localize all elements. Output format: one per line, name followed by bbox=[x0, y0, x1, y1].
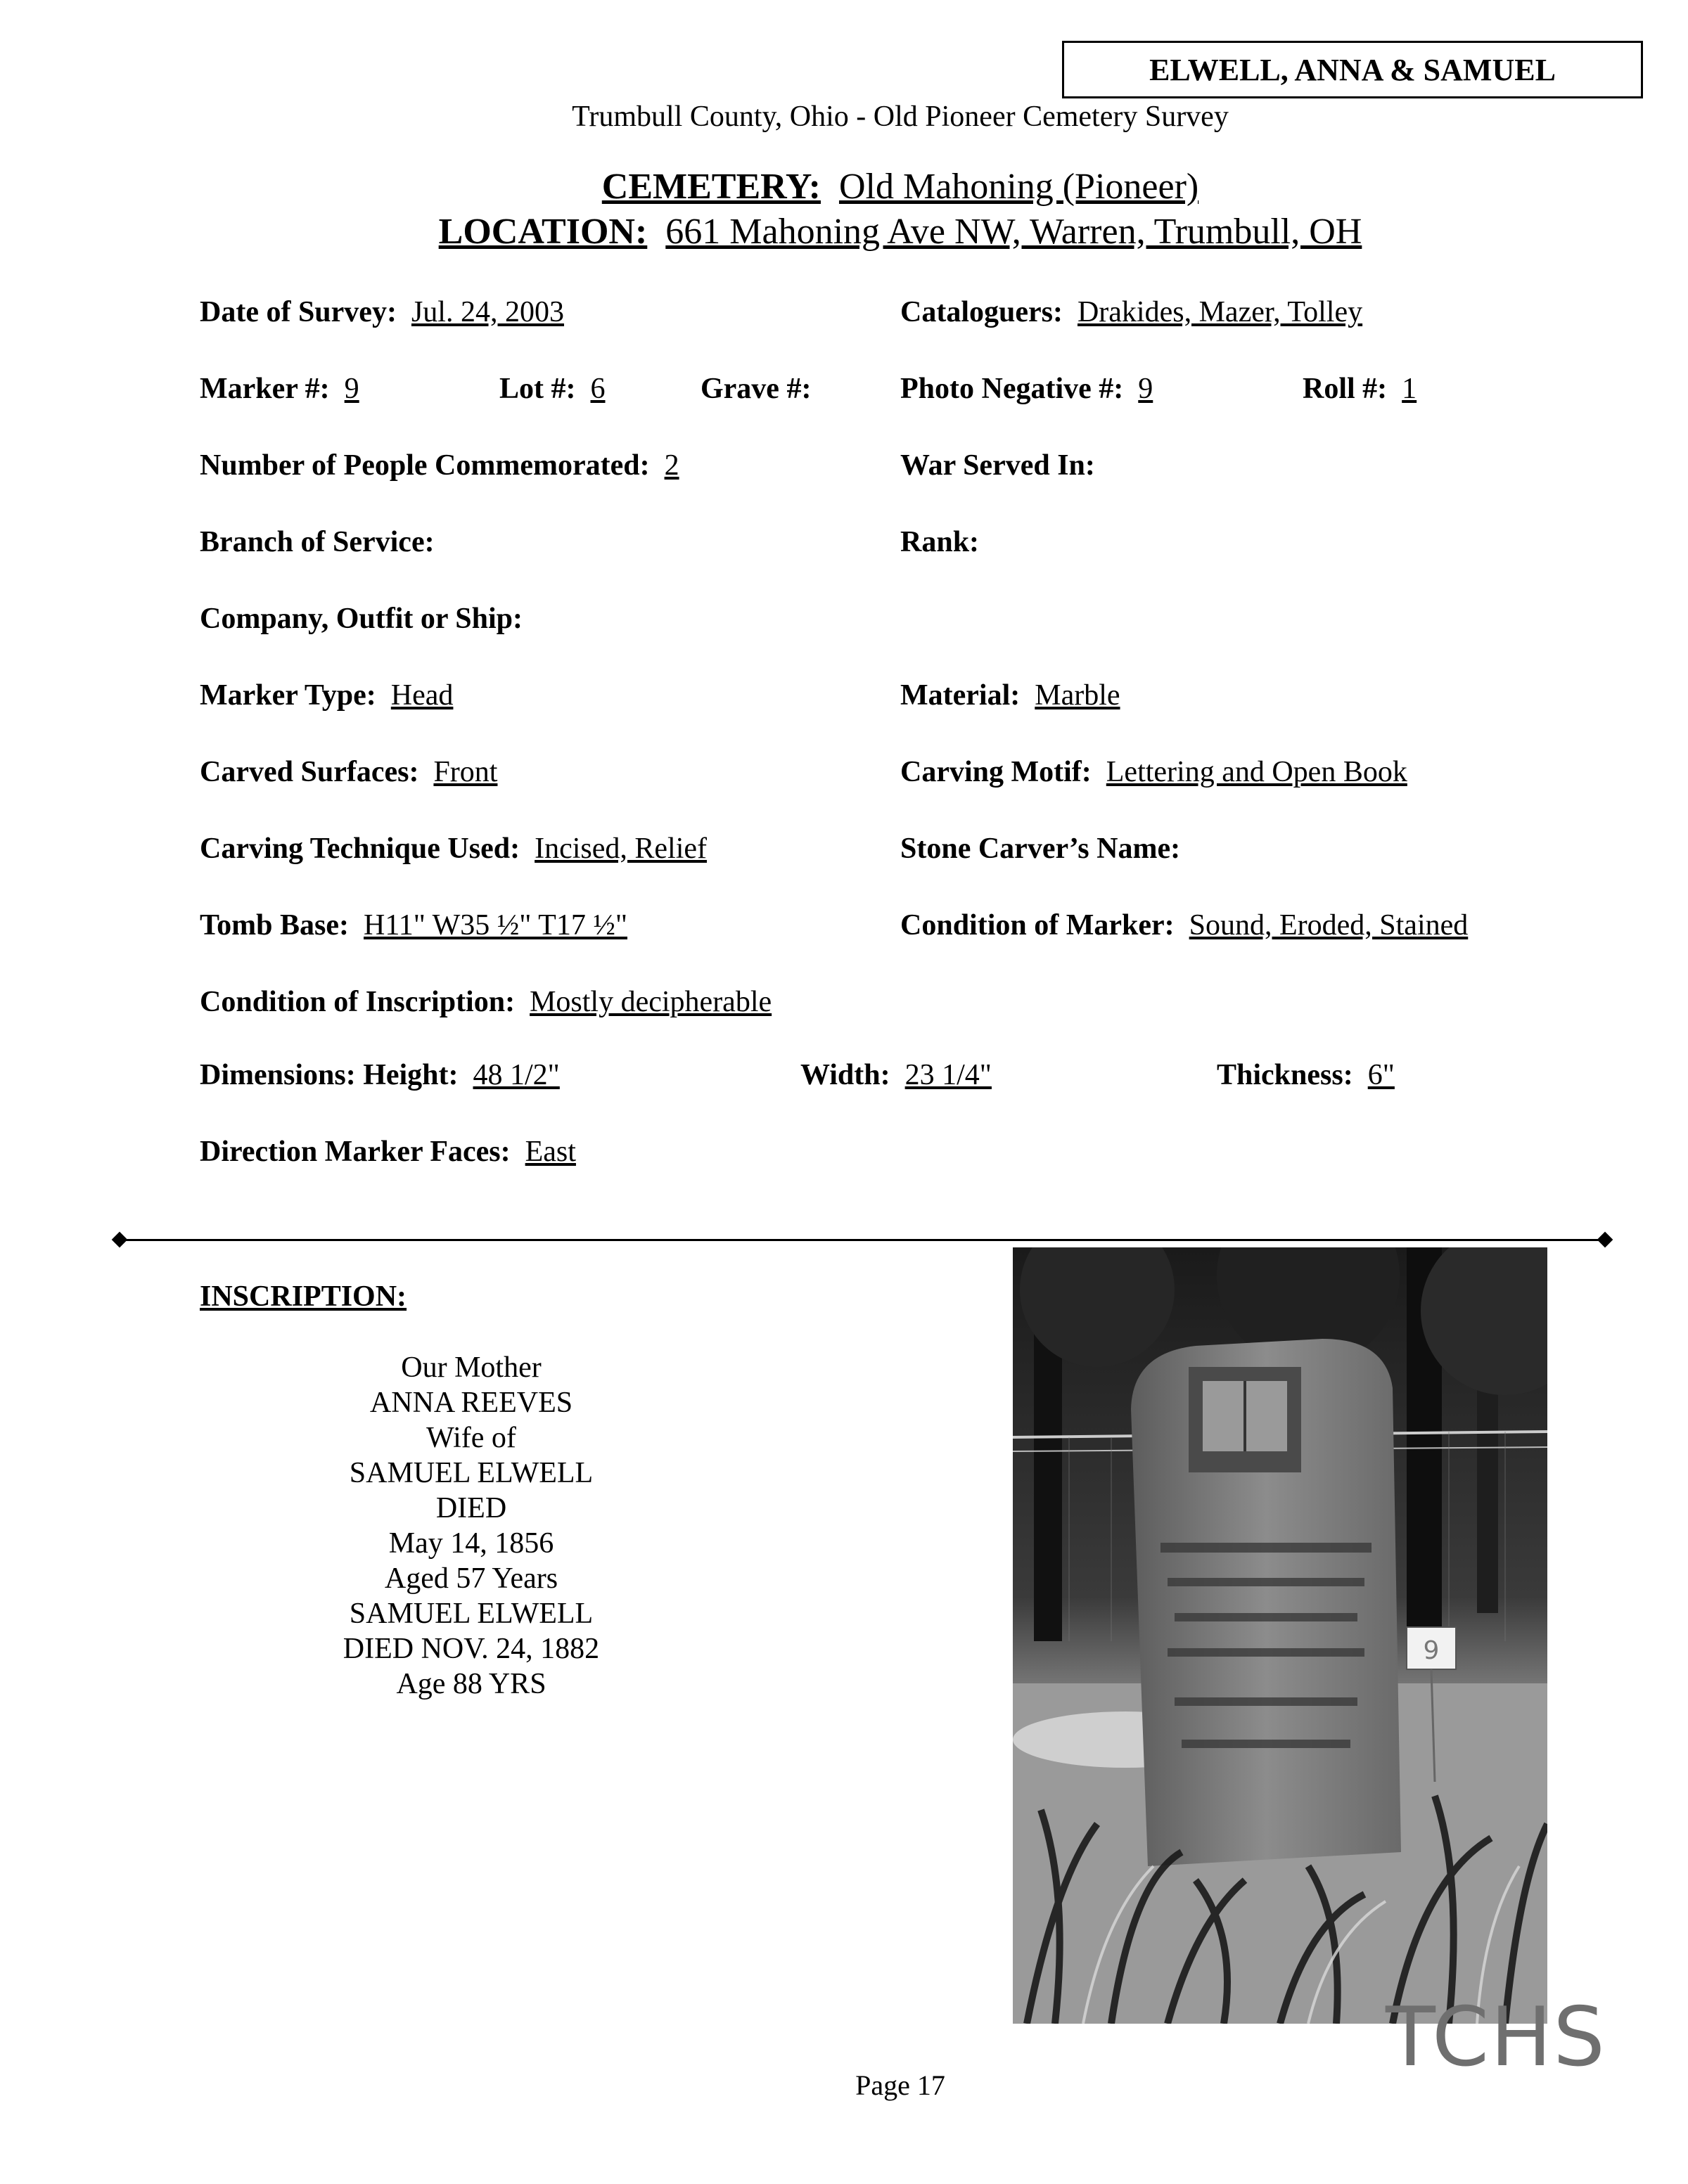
watermark: TCHS bbox=[1386, 1990, 1606, 2085]
direction-value: East bbox=[525, 1136, 576, 1168]
people-commemorated-value: 2 bbox=[664, 449, 679, 482]
cemetery-heading bbox=[0, 166, 1688, 207]
direction-marker-faces: Direction Marker Faces: East bbox=[200, 1136, 576, 1168]
carved-surfaces-value: Front bbox=[433, 756, 498, 788]
cataloguers-value: Drakides, Mazer, Tolley bbox=[1077, 296, 1363, 328]
dimensions-width: Width: 23 1/4" bbox=[800, 1059, 992, 1091]
name-box bbox=[1062, 41, 1643, 98]
dimensions-thickness: Thickness: 6" bbox=[1217, 1059, 1395, 1091]
inscription-line: Age 88 YRS bbox=[396, 1668, 546, 1700]
location-value: 661 Mahoning Ave NW, Warren, Trumbull, OH bbox=[665, 212, 1362, 252]
date-of-survey: Date of Survey: Jul. 24, 2003 bbox=[200, 296, 564, 328]
gravestone-photo bbox=[1013, 1247, 1547, 2024]
lot-number-value: 6 bbox=[590, 373, 606, 405]
inscription-line: Our Mother bbox=[401, 1351, 542, 1384]
inscription-line: ANNA REEVES bbox=[369, 1387, 573, 1419]
carving-technique-value: Incised, Relief bbox=[535, 833, 707, 865]
condition-of-inscription-value: Mostly decipherable bbox=[530, 986, 772, 1018]
tomb-base-value: H11" W35 ½" T17 ½" bbox=[364, 909, 627, 942]
branch-of-service: Branch of Service: bbox=[200, 526, 435, 558]
divider-diamond-right bbox=[1597, 1232, 1613, 1248]
roll-number: Roll #: 1 bbox=[1303, 373, 1417, 405]
record-name: ELWELL, ANNA & SAMUEL bbox=[1149, 52, 1556, 87]
cemetery-value: Old Mahoning (Pioneer) bbox=[838, 167, 1199, 207]
marker-type-value: Head bbox=[390, 679, 454, 712]
inscription-line: SAMUEL ELWELL bbox=[349, 1598, 594, 1630]
location-heading bbox=[0, 211, 1688, 252]
carving-motif: Carving Motif: Lettering and Open Book bbox=[900, 756, 1407, 788]
tomb-base: Tomb Base: H11" W35 ½" T17 ½" bbox=[200, 909, 627, 942]
survey-title: Trumbull County, Ohio - Old Pioneer Cemetery Survey bbox=[572, 101, 1229, 133]
inscription-line: SAMUEL ELWELL bbox=[349, 1457, 594, 1489]
page-number: Page 17 bbox=[855, 2069, 945, 2101]
stone-carver: Stone Carver’s Name: bbox=[900, 833, 1181, 865]
condition-of-inscription: Condition of Inscription: Mostly decipherable bbox=[200, 986, 772, 1018]
inscription-text bbox=[260, 1350, 682, 1702]
marker-number: Marker #: 9 bbox=[200, 373, 359, 405]
location-label: LOCATION: bbox=[438, 212, 648, 252]
material-value: Marble bbox=[1035, 679, 1120, 712]
dimensions-thickness-value: 6" bbox=[1367, 1059, 1395, 1091]
carving-motif-value: Lettering and Open Book bbox=[1106, 756, 1407, 788]
inscription-line: DIED bbox=[435, 1492, 507, 1524]
marker-tag-number: 9 bbox=[1423, 1636, 1440, 1665]
carving-technique: Carving Technique Used: Incised, Relief bbox=[200, 833, 707, 865]
war-served-in: War Served In: bbox=[900, 449, 1095, 482]
inscription-line: Aged 57 Years bbox=[384, 1562, 558, 1595]
condition-of-marker-value: Sound, Eroded, Stained bbox=[1189, 909, 1469, 942]
photo-negative-value: 9 bbox=[1138, 373, 1153, 405]
section-divider bbox=[120, 1239, 1605, 1241]
lot-number: Lot #: 6 bbox=[499, 373, 606, 405]
photo-negative: Photo Negative #: 9 bbox=[900, 373, 1153, 405]
dimensions-height: Dimensions: Height: 48 1/2" bbox=[200, 1059, 560, 1091]
condition-of-marker: Condition of Marker: Sound, Eroded, Stained bbox=[900, 909, 1469, 942]
inscription-title: INSCRIPTION: bbox=[200, 1280, 407, 1313]
carved-surfaces: Carved Surfaces: Front bbox=[200, 756, 498, 788]
date-of-survey-value: Jul. 24, 2003 bbox=[411, 296, 564, 328]
cataloguers: Cataloguers: Drakides, Mazer, Tolley bbox=[900, 296, 1363, 328]
dimensions-width-value: 23 1/4" bbox=[904, 1059, 992, 1091]
roll-number-value: 1 bbox=[1402, 373, 1417, 405]
marker-type: Marker Type: Head bbox=[200, 679, 454, 712]
dimensions-height-value: 48 1/2" bbox=[473, 1059, 560, 1091]
company-outfit-ship: Company, Outfit or Ship: bbox=[200, 603, 523, 635]
inscription-line: Wife of bbox=[426, 1422, 516, 1454]
rank: Rank: bbox=[900, 526, 980, 558]
divider-diamond-left bbox=[112, 1232, 128, 1248]
grave-number: Grave #: bbox=[701, 373, 812, 405]
cemetery-label: CEMETERY: bbox=[601, 167, 821, 207]
inscription-line: May 14, 1856 bbox=[388, 1527, 554, 1560]
marker-number-value: 9 bbox=[344, 373, 359, 405]
inscription-line: DIED NOV. 24, 1882 bbox=[343, 1633, 600, 1665]
people-commemorated: Number of People Commemorated: 2 bbox=[200, 449, 679, 482]
material: Material: Marble bbox=[900, 679, 1120, 712]
